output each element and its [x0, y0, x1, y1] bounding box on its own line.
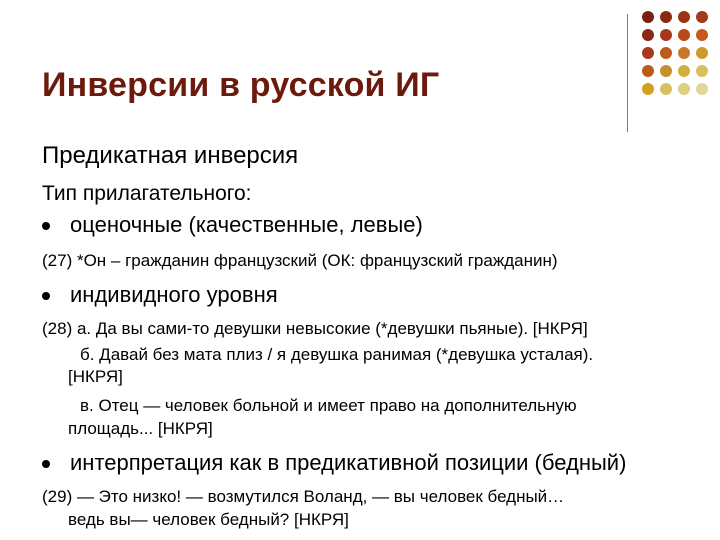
decorative-dot	[642, 83, 654, 95]
decorative-dot	[696, 29, 708, 41]
bullet-icon	[42, 222, 50, 230]
example-27: (27) *Он – гражданин французский (ОК: французский гражданин)	[42, 251, 558, 270]
decorative-dot	[660, 29, 672, 41]
decorative-dot	[642, 65, 654, 77]
decorative-dot	[678, 65, 690, 77]
decorative-dot	[678, 83, 690, 95]
subtitle: Предикатная инверсия	[42, 142, 299, 169]
bullet-item-evaluative	[42, 212, 423, 238]
decorative-dot	[642, 11, 654, 23]
decorative-dot	[678, 11, 690, 23]
example-28a: (28) а. Да вы сами-то девушки невысокие (*девушки пьяные). [НКРЯ]	[42, 319, 588, 338]
decorative-dot	[660, 83, 672, 95]
decorative-dot	[660, 65, 672, 77]
decorative-dot-grid	[642, 11, 714, 111]
example-29-line1: (29) — Это низко! — возмутился Воланд, — вы человек бедный…	[42, 487, 565, 506]
decorative-dot	[696, 11, 708, 23]
type-label: Тип прилагательного:	[42, 182, 252, 205]
example-28b-line2: [НКРЯ]	[68, 367, 123, 386]
decorative-dot	[660, 11, 672, 23]
decorative-divider	[627, 14, 628, 132]
bullet-icon	[42, 460, 50, 468]
bullet-text: интерпретация как в предикативной позиции (бедный)	[70, 450, 627, 475]
decorative-dot	[696, 65, 708, 77]
decorative-dot	[642, 29, 654, 41]
decorative-dot	[678, 47, 690, 59]
bullet-icon	[42, 292, 50, 300]
decorative-dot	[660, 47, 672, 59]
example-28c-line2: площадь... [НКРЯ]	[68, 419, 213, 438]
example-28b-line1: б. Давай без мата плиз / я девушка ранимая (*девушка усталая).	[80, 345, 594, 364]
bullet-item-individual	[42, 282, 278, 308]
bullet-text: оценочные (качественные, левые)	[70, 212, 423, 237]
decorative-dot	[696, 47, 708, 59]
decorative-dot	[696, 83, 708, 95]
decorative-dot	[642, 47, 654, 59]
example-28c-line1: в. Отец — человек больной и имеет право на дополнительную	[80, 396, 577, 415]
example-29-line2: ведь вы— человек бедный? [НКРЯ]	[68, 510, 349, 529]
decorative-dot	[678, 29, 690, 41]
bullet-text: индивидного уровня	[70, 282, 278, 307]
bullet-item-interpretation	[42, 450, 626, 476]
slide-title: Инверсии в русской ИГ	[42, 66, 440, 104]
